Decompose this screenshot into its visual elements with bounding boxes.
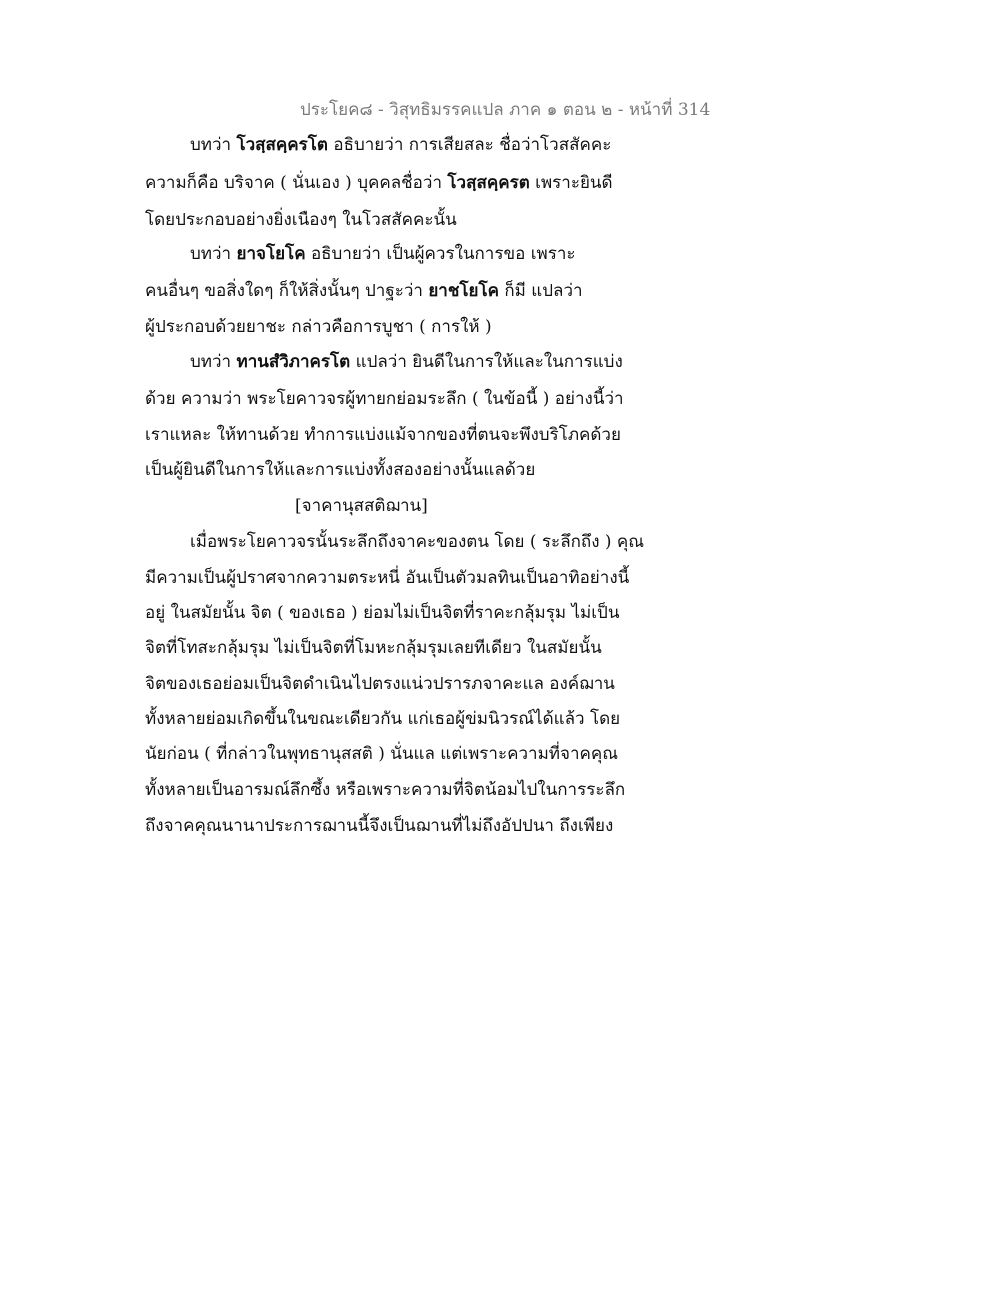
term-bold: โวสฺสคฺครโต bbox=[236, 135, 328, 155]
text-line: ถึงจาคคุณนานาประการฌานนี้จึงเป็นฌานที่ไม่ถึงอัปปนา ถึงเพียง bbox=[145, 816, 614, 836]
text-line: บทว่า ยาจโยโค อธิบายว่า เป็นผู้ควรในการขอ เพราะ bbox=[190, 244, 576, 264]
term-bold: ยาจโยโค bbox=[236, 244, 306, 264]
page-header: ประโยค๘ - วิสุทธิมรรคแปล ภาค ๑ ตอน ๒ - หน้าที่ 314 bbox=[300, 100, 711, 120]
text-line: โดยประกอบอย่างยิ่งเนืองๆ ในโวสสัคคะนั้น bbox=[145, 210, 457, 230]
text-line: จิตที่โทสะกลุ้มรุม ไม่เป็นจิตที่โมหะกลุ้มรุมเลยทีเดียว ในสมัยนั้น bbox=[145, 638, 602, 658]
text-line: ความก็คือ บริจาค ( นั่นเอง ) บุคคลชื่อว่า โวสฺสคฺครต เพราะยินดี bbox=[145, 173, 613, 193]
text-line: เมื่อพระโยคาวจรนั้นระลึกถึงจาคะของตน โดย ( ระลึกถึง ) คุณ bbox=[190, 532, 645, 552]
text-line: คนอื่นๆ ขอสิ่งใดๆ ก็ให้สิ่งนั้นๆ ปาฐะว่า ยาชโยโค ก็มี แปลว่า bbox=[145, 281, 583, 301]
text-line: อยู่ ในสมัยนั้น จิต ( ของเธอ ) ย่อมไม่เป็นจิตที่ราคะกลุ้มรุม ไม่เป็น bbox=[145, 603, 620, 623]
text-line: จิตของเธอย่อมเป็นจิตดำเนินไปตรงแน่วปรารภจาคะแล องค์ฌาน bbox=[145, 674, 615, 694]
text-line: บทว่า ทานสํวิภาครโต แปลว่า ยินดีในการให้และในการแบ่ง bbox=[190, 352, 623, 372]
text-line: ด้วย ความว่า พระโยคาวจรผู้ทายกย่อมระลึก ( ในข้อนี้ ) อย่างนี้ว่า bbox=[145, 389, 624, 409]
text-line: มีความเป็นผู้ปราศจากความตระหนี่ อันเป็นตัวมลทินเป็นอาทิอย่างนี้ bbox=[145, 568, 630, 588]
text-line: ทั้งหลายเป็นอารมณ์ลึกซึ้ง หรือเพราะความที่จิตน้อมไปในการระลึก bbox=[145, 780, 626, 800]
text-line: เป็นผู้ยินดีในการให้และการแบ่งทั้งสองอย่างนั้นแลด้วย bbox=[145, 460, 536, 480]
text-line: นัยก่อน ( ที่กล่าวในพุทธานุสสติ ) นั่นแล แต่เพราะความที่จาคคุณ bbox=[145, 744, 619, 764]
section-heading: [จาคานุสสติฌาน] bbox=[295, 496, 428, 516]
term-bold: โวสฺสคฺครต bbox=[447, 173, 530, 193]
text-line: ทั้งหลายย่อมเกิดขึ้นในขณะเดียวกัน แก่เธอผู้ข่มนิวรณ์ได้แล้ว โดย bbox=[145, 709, 621, 729]
text-line: เราแหละ ให้ทานด้วย ทำการแบ่งแม้จากของที่ตนจะพึงบริโภคด้วย bbox=[145, 425, 621, 445]
text-line: ผู้ประกอบด้วยยาชะ กล่าวคือการบูชา ( การให้ ) bbox=[145, 317, 492, 337]
text-line: บทว่า โวสฺสคฺครโต อธิบายว่า การเสียสละ ชื่อว่าโวสสัคคะ bbox=[190, 135, 612, 155]
term-bold: ทานสํวิภาครโต bbox=[236, 352, 351, 372]
term-bold: ยาชโยโค bbox=[428, 281, 499, 301]
